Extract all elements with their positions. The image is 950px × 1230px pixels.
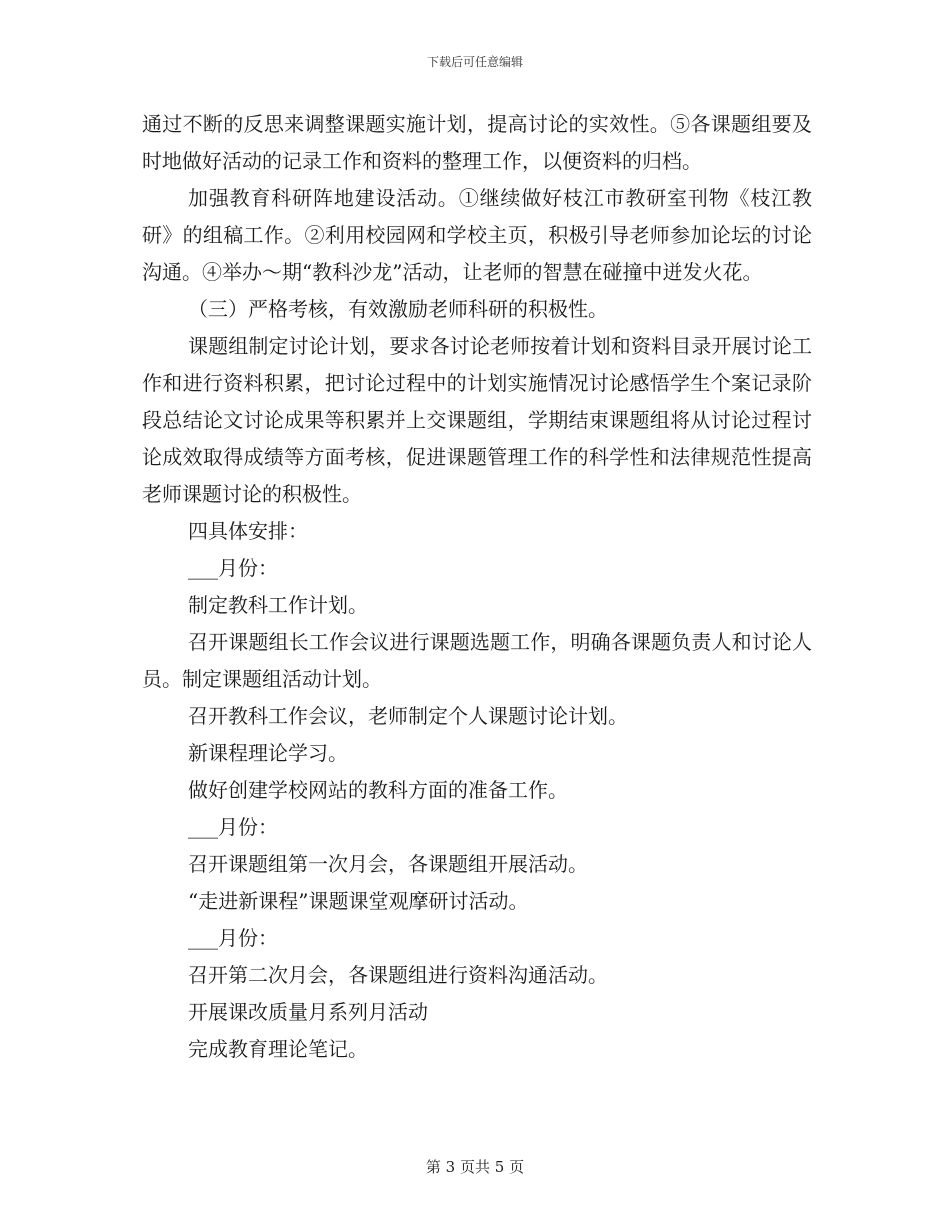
list-item: 召开课题组长工作会议进行课题选题工作，明确各课题负责人和讨论人员。制定课题组活动计划。 [142, 630, 812, 691]
paragraph: 加强教育科研阵地建设活动。①继续做好枝江市教研室刊物《枝江教研》的组稿工作。②利用校园网和学校主页，积极引导老师参加论坛的讨论沟通。④举办～期“教科沙龙”活动，让老师的智慧在碰撞中迸发火花。 [142, 186, 812, 284]
paragraph: 通过不断的反思来调整课题实施计划，提高讨论的实效性。⑤各课题组要及时地做好活动的记录工作和资料的整理工作，以便资料的归档。 [142, 112, 812, 173]
section-heading: 四具体安排： [188, 519, 308, 543]
month-label: ___月份： [188, 926, 278, 950]
page-header-note: 下载后可任意编辑 [426, 55, 523, 69]
list-item: 新课程理论学习。 [188, 741, 348, 765]
section-heading: （三）严格考核，有效激励老师科研的积极性。 [188, 297, 608, 321]
list-item: 制定教科工作计划。 [188, 593, 368, 617]
page-number: 第 3 页共 5 页 [425, 1158, 525, 1176]
list-item: 召开课题组第一次月会，各课题组开展活动。 [188, 852, 588, 876]
month-label: ___月份： [188, 556, 278, 580]
list-item: “走进新课程”课题课堂观摩研讨活动。 [188, 889, 529, 913]
paragraph: 课题组制定讨论计划，要求各讨论老师按着计划和资料目录开展讨论工作和进行资料积累，把讨论过程中的计划实施情况讨论感悟学生个案记录阶段总结论文讨论成果等积累并上交课题组，学期结束课题组将从讨论过程讨论成效取得成绩等方面考核，促进课题管理工作的科学性和法律规范性提高老师课题讨论的积极性。 [142, 334, 812, 506]
list-item: 做好创建学校网站的教科方面的准备工作。 [188, 778, 568, 802]
document-body [142, 106, 812, 1068]
list-item: 召开第二次月会，各课题组进行资料沟通活动。 [188, 963, 608, 987]
month-label: ___月份： [188, 815, 278, 839]
list-item: 完成教育理论笔记。 [188, 1037, 368, 1061]
list-item: 开展课改质量月系列月活动 [188, 1000, 428, 1024]
list-item: 召开教科工作会议，老师制定个人课题讨论计划。 [188, 704, 628, 728]
